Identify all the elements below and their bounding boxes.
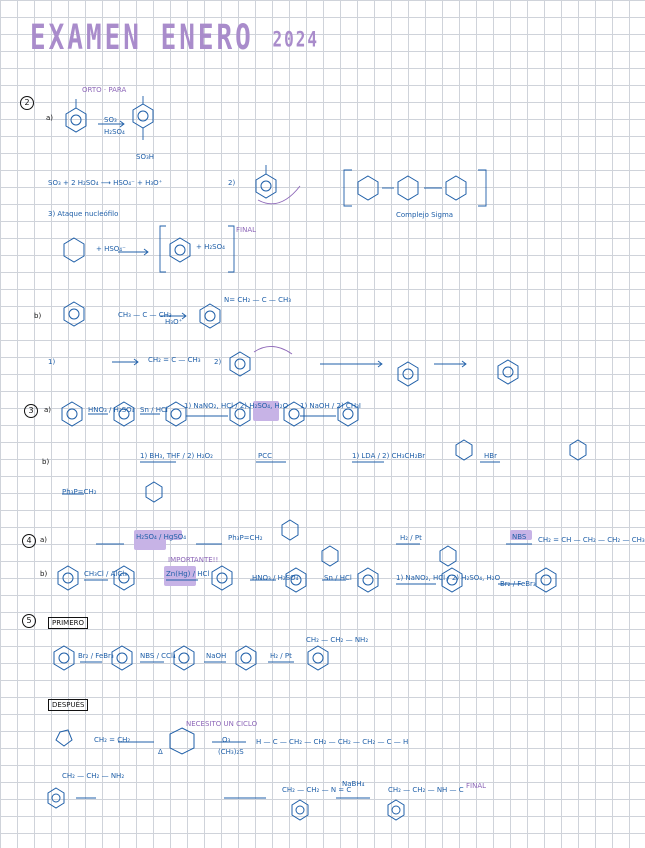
s3-nitration: HNO₃ / H₂SO₄: [88, 406, 135, 414]
benzenesulfonic-acid: [133, 96, 153, 140]
s5-br2: Br₂ / FeBr₃: [78, 652, 114, 660]
section-3-marker: 3: [24, 404, 38, 418]
mech-step1: 1): [48, 358, 56, 366]
h2so4-plus: + H₂SO₄: [196, 243, 225, 251]
tautomer: CH₂ = C — CH₃: [148, 356, 201, 364]
s4-nitration: HNO₃ / H₂SO₄: [252, 574, 299, 582]
s3-b-label: b): [42, 458, 50, 466]
s4-diazo: 1) NaNO₂, HCl / 2) H₂SO₄, H₂O: [396, 574, 501, 582]
s3-diazo: 1) NaNO₂, HCl / 2) H₂SO₄, H₂O: [184, 402, 289, 410]
s3-pcc: PCC: [258, 452, 272, 460]
route-a-tag: PRIMERO: [48, 617, 88, 629]
s5-naoh: NaOH: [206, 652, 227, 660]
s5-ethene: CH₂ = CH₂: [94, 736, 131, 744]
s5-h2pt: H₂ / Pt: [270, 652, 292, 660]
s5-final-amine: CH₂ — CH₂ — NH — C: [388, 786, 464, 794]
s4-sn: Sn / HCl: [324, 574, 352, 582]
benzene-chlorobenzene: [66, 99, 86, 132]
s3-a-label: a): [44, 406, 52, 414]
mech-step2: 2): [214, 358, 222, 366]
route-b-tag: DESPUÉS: [48, 699, 88, 711]
final-note: FINAL: [236, 226, 257, 234]
s4-bromination: Br₂ / FeBr₃: [500, 580, 536, 588]
orto-para-note: ORTO · PARA: [82, 86, 127, 94]
s5-dms: (CH₃)₂S: [218, 748, 244, 756]
s5-amine-2: CH₂ — CH₂ — NH₂: [62, 772, 125, 780]
step2-reactant: [256, 165, 276, 198]
s5-nabh4: NaBH₄: [342, 780, 365, 788]
s4-h2pt: H₂ / Pt: [400, 534, 422, 542]
s3-wittig: Ph₃P=CH₂: [62, 488, 97, 496]
section-5-marker: 5: [22, 614, 36, 628]
s4-clemmensen: Zn(Hg) / HCl: [166, 570, 210, 578]
s5-nbs: NBS / CCl₄: [140, 652, 176, 660]
s3-reduction: Sn / HCl: [140, 406, 168, 414]
part-b-label: b): [34, 312, 42, 320]
title-text: EXAMEN ENERO: [30, 18, 254, 59]
s4-nbs: NBS: [512, 533, 527, 541]
s3-hydroboration: 1) BH₃, THF / 2) H₂O₂: [140, 452, 213, 460]
title-year: 2024: [272, 26, 320, 52]
s4-importante: IMPORTANTE!!: [168, 556, 219, 564]
s3-hbr: HBr: [484, 452, 497, 460]
step2-label: 2): [228, 179, 236, 187]
part-a-label: a): [46, 114, 54, 122]
section-4-marker: 4: [22, 534, 36, 548]
step3-label: 3) Ataque nucleófilo: [48, 210, 119, 218]
s5-final: FINAL: [466, 782, 487, 790]
s5-heat: Δ: [158, 748, 163, 756]
section-2-marker: 2: [20, 96, 34, 110]
s3-ether: 1) NaOH / 2) CH₃I: [300, 402, 361, 410]
s3-lda: 1) LDA / 2) CH₃CH₂Br: [352, 452, 426, 460]
s5-necesito: NECESITO UN CICLO: [186, 720, 258, 728]
s4-hydration: H₂SO₄ / HgSO₄: [136, 533, 187, 541]
s4-fc: CH₃Cl / AlCl₃: [84, 570, 127, 578]
s4-wittig: Ph₃P=CH₂: [228, 534, 263, 542]
step1-eq: SO₃ + 2 H₂SO₄ ⟶ HSO₄⁻ + H₃O⁺: [48, 179, 163, 187]
s5-amine: CH₂ — CH₂ — NH₂: [306, 636, 369, 644]
h3o-catalyst: H₃O⁺: [165, 318, 183, 326]
s5-ozone: O₃: [222, 736, 231, 744]
s4-chain: CH₂ = CH — CH₂ — CH₂ — CH₃: [538, 536, 645, 544]
s4-b-label: b): [40, 570, 48, 578]
s4-a-label: a): [40, 536, 48, 544]
s5-imine: CH₂ — CH₂ — N = C: [282, 786, 352, 794]
reagent-so3: SO₃: [104, 116, 117, 124]
reagent-h2so4: H₂SO₄: [104, 128, 125, 136]
product-so3h: SO₃H: [136, 153, 155, 161]
imine-product: N= CH₂ — C — CH₃: [224, 296, 292, 304]
hso4-minus: + HSO₄⁻: [96, 245, 126, 253]
complejo-sigma: Complejo Sigma: [396, 211, 454, 219]
acetone: CH₃ — C — CH₃: [118, 311, 172, 319]
s5-dialdehyde: H — C — CH₂ — CH₂ — CH₂ — CH₂ — C — H: [256, 738, 409, 746]
